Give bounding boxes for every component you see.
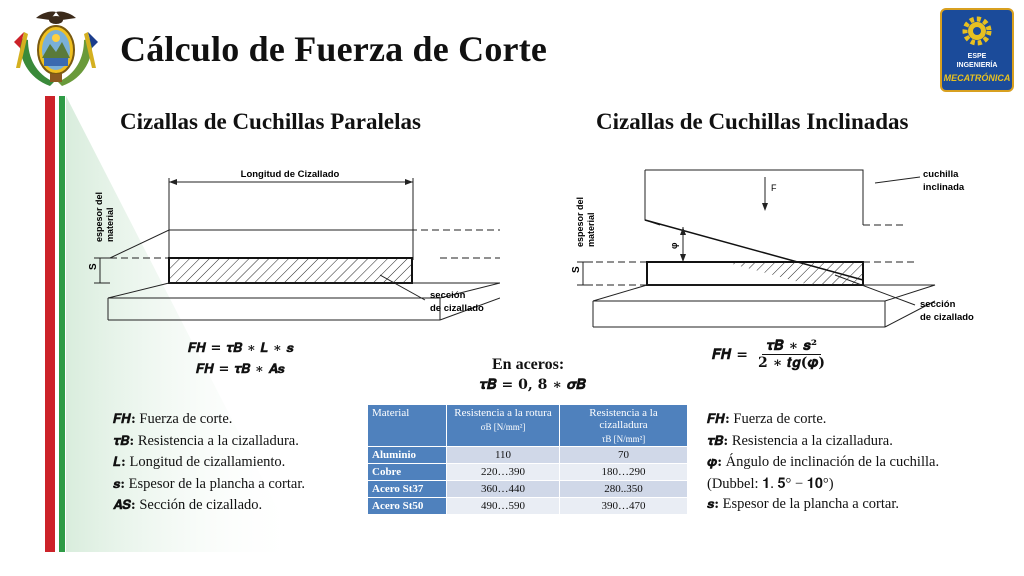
- formula-numerator: 𝝉𝑩 ∗ 𝒔²: [762, 338, 821, 355]
- left-definitions: [113, 409, 363, 517]
- subtitle-inclined-blades: Cizallas de Cuchillas Inclinadas: [596, 109, 909, 134]
- header-cizalladura: Resistencia a la cizalladura τB [N/mm²]: [560, 405, 688, 447]
- def-tau-right: 𝝉𝑩: Resistencia a la cizalladura.: [707, 432, 893, 449]
- thickness-label-left: espesor delmaterial: [94, 191, 115, 242]
- table-row: Acero St37 360…440 280..350: [368, 481, 688, 498]
- inclined-blades-diagram: [565, 165, 995, 335]
- steel-label: En aceros:: [492, 356, 565, 373]
- def-length: 𝑳: Longitud de cizallamiento.: [113, 454, 286, 470]
- thickness-label-right: espesor delmaterial: [575, 196, 596, 247]
- logo-text-ingenieria: INGENIERÍA: [956, 62, 998, 69]
- materials-table: [367, 404, 688, 515]
- formula-inclined: [712, 338, 829, 371]
- ecuador-seal-logo: [10, 8, 102, 92]
- parallel-blades-diagram: [80, 160, 500, 335]
- page-title: Cálculo de Fuerza de Corte: [120, 29, 548, 69]
- formula-fraction: [754, 338, 829, 371]
- s-label-right: S: [571, 266, 582, 273]
- length-label: Longitud de Cizallado: [240, 169, 340, 180]
- header-material: Material: [368, 405, 447, 447]
- blade-label: cuchilla inclinada: [923, 169, 965, 193]
- logo-text-mecatronica: MECATRÓNICA: [943, 73, 1011, 83]
- subtitle-parallel-blades: Cizallas de Cuchillas Paralelas: [120, 109, 421, 134]
- def-thickness: 𝒔: Espesor de la plancha a cortar.: [113, 475, 305, 492]
- header-rotura: Resistencia a la rotura σB [N/mm²]: [447, 405, 560, 447]
- table-row: Acero St50 490…590 390…470: [368, 498, 688, 515]
- def-angle: 𝝋: Ángulo de inclinación de la cuchilla. (Dubbel: 𝟏. 𝟓° − 𝟏𝟎°): [707, 454, 940, 492]
- section-label-left: sección de cizallado: [430, 290, 484, 314]
- gear-icon: [959, 13, 995, 49]
- def-fh: 𝑭𝑯: Fuerza de corte.: [113, 411, 233, 427]
- def-tau: 𝝉𝑩: Resistencia a la cizalladura.: [113, 432, 299, 449]
- formula-fh-length: 𝑭𝑯 = 𝝉𝑩 ∗ 𝑳 ∗ 𝒔: [188, 341, 294, 356]
- section-label-right: sección de cizallado: [920, 299, 974, 323]
- def-area: 𝑨𝑺: Sección de cizallado.: [113, 497, 263, 513]
- force-label: F: [771, 183, 777, 193]
- angle-label: φ: [669, 242, 679, 249]
- table-row: Cobre 220…390 180…290: [368, 464, 688, 481]
- logo-text-espe: ESPE: [967, 53, 987, 60]
- steel-formula: 𝝉𝑩 = 𝟎, 𝟖 ∗ 𝝈𝑩: [479, 377, 586, 393]
- def-thickness-right: 𝒔: Espesor de la plancha a cortar.: [707, 496, 899, 512]
- table-header-row: [368, 405, 688, 447]
- s-label-left: S: [88, 263, 99, 270]
- def-fh-right: 𝑭𝑯: Fuerza de corte.: [707, 411, 827, 427]
- formula-inclined-lhs: 𝑭𝑯 =: [712, 346, 748, 363]
- espe-mecatronica-logo: [940, 8, 1014, 92]
- right-definitions: [707, 409, 957, 516]
- formula-denominator: 𝟐 ∗ 𝒕𝒈(𝝋): [757, 355, 826, 371]
- table-row: Aluminio 110 70: [368, 447, 688, 464]
- formula-fh-area: 𝑭𝑯 = 𝝉𝑩 ∗ 𝑨𝒔: [196, 362, 285, 377]
